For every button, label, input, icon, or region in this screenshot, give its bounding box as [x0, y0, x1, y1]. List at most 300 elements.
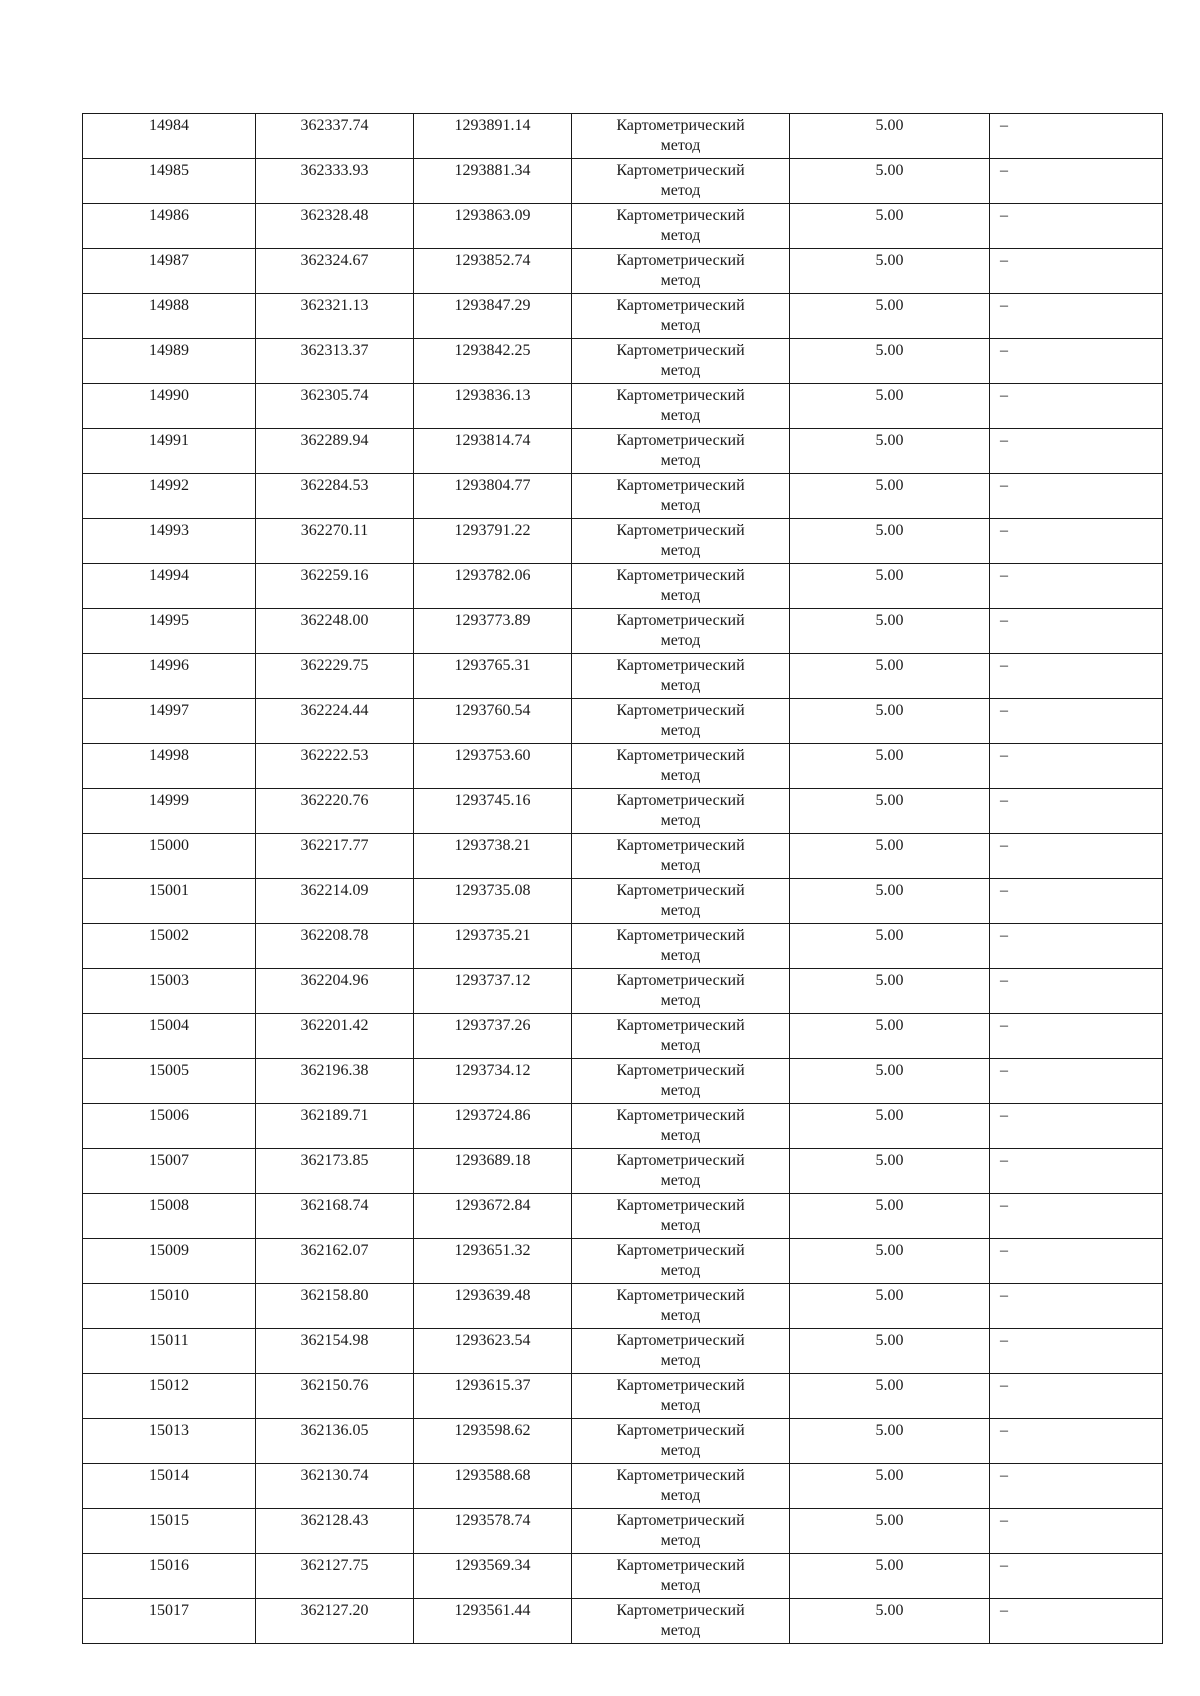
point-number-cell: 14993	[83, 519, 256, 564]
point-number-cell: 15005	[83, 1059, 256, 1104]
note-cell: –	[990, 1509, 1163, 1554]
table-row	[83, 1149, 1163, 1194]
method-line-2: метод	[660, 1217, 701, 1234]
table-row	[83, 1509, 1163, 1554]
point-number-cell: 14989	[83, 339, 256, 384]
accuracy-cell: 5.00	[790, 1104, 990, 1149]
x-coordinate-cell: 362201.42	[256, 1014, 414, 1059]
table-row	[83, 609, 1163, 654]
note-cell: –	[990, 924, 1163, 969]
x-coordinate-cell: 362270.11	[256, 519, 414, 564]
method-line-1: Картометрический	[616, 297, 745, 314]
y-coordinate-cell: 1293891.14	[414, 114, 572, 159]
x-coordinate-cell: 362313.37	[256, 339, 414, 384]
note-cell: –	[990, 1059, 1163, 1104]
accuracy-cell: 5.00	[790, 969, 990, 1014]
accuracy-cell: 5.00	[790, 519, 990, 564]
note-cell: –	[990, 1464, 1163, 1509]
point-number-cell: 14991	[83, 429, 256, 474]
method-cell	[572, 924, 790, 969]
x-coordinate-cell: 362154.98	[256, 1329, 414, 1374]
x-coordinate-cell: 362289.94	[256, 429, 414, 474]
accuracy-cell: 5.00	[790, 1329, 990, 1374]
table-row	[83, 744, 1163, 789]
method-cell	[572, 609, 790, 654]
method-line-2: метод	[660, 1082, 701, 1099]
table-row	[83, 1059, 1163, 1104]
method-line-2: метод	[660, 362, 701, 379]
y-coordinate-cell: 1293735.08	[414, 879, 572, 924]
x-coordinate-cell: 362127.20	[256, 1599, 414, 1644]
method-line-2: метод	[660, 587, 701, 604]
method-line-1: Картометрический	[616, 1512, 745, 1529]
method-line-1: Картометрический	[616, 1287, 745, 1304]
x-coordinate-cell: 362189.71	[256, 1104, 414, 1149]
y-coordinate-cell: 1293847.29	[414, 294, 572, 339]
table-row	[83, 1374, 1163, 1419]
y-coordinate-cell: 1293760.54	[414, 699, 572, 744]
table-row	[83, 159, 1163, 204]
x-coordinate-cell: 362208.78	[256, 924, 414, 969]
point-number-cell: 14995	[83, 609, 256, 654]
accuracy-cell: 5.00	[790, 159, 990, 204]
method-cell	[572, 519, 790, 564]
point-number-cell: 15012	[83, 1374, 256, 1419]
method-line-2: метод	[660, 1172, 701, 1189]
method-line-2: метод	[660, 452, 701, 469]
method-cell	[572, 294, 790, 339]
accuracy-cell: 5.00	[790, 699, 990, 744]
y-coordinate-cell: 1293724.86	[414, 1104, 572, 1149]
coordinates-table	[82, 113, 1163, 1644]
x-coordinate-cell: 362222.53	[256, 744, 414, 789]
x-coordinate-cell: 362217.77	[256, 834, 414, 879]
table-row	[83, 1554, 1163, 1599]
x-coordinate-cell: 362220.76	[256, 789, 414, 834]
note-cell: –	[990, 834, 1163, 879]
method-cell	[572, 474, 790, 519]
method-line-2: метод	[660, 182, 701, 199]
method-cell	[572, 1329, 790, 1374]
method-line-1: Картометрический	[616, 1332, 745, 1349]
method-line-2: метод	[660, 1352, 701, 1369]
note-cell: –	[990, 1374, 1163, 1419]
table-row	[83, 699, 1163, 744]
method-line-1: Картометрический	[616, 387, 745, 404]
table-row	[83, 1329, 1163, 1374]
point-number-cell: 15014	[83, 1464, 256, 1509]
method-line-2: метод	[660, 227, 701, 244]
method-line-1: Картометрический	[616, 1107, 745, 1124]
method-line-1: Картометрический	[616, 657, 745, 674]
x-coordinate-cell: 362229.75	[256, 654, 414, 699]
method-line-1: Картометрический	[616, 972, 745, 989]
method-cell	[572, 744, 790, 789]
point-number-cell: 14987	[83, 249, 256, 294]
table-row	[83, 429, 1163, 474]
x-coordinate-cell: 362196.38	[256, 1059, 414, 1104]
method-line-1: Картометрический	[616, 1377, 745, 1394]
method-line-1: Картометрический	[616, 612, 745, 629]
note-cell: –	[990, 159, 1163, 204]
table-row	[83, 384, 1163, 429]
method-line-1: Картометрический	[616, 1197, 745, 1214]
point-number-cell: 14994	[83, 564, 256, 609]
method-cell	[572, 879, 790, 924]
x-coordinate-cell: 362284.53	[256, 474, 414, 519]
method-line-2: метод	[660, 1487, 701, 1504]
table-row	[83, 474, 1163, 519]
y-coordinate-cell: 1293569.34	[414, 1554, 572, 1599]
method-line-1: Картометрический	[616, 1422, 745, 1439]
note-cell: –	[990, 609, 1163, 654]
method-cell	[572, 1509, 790, 1554]
note-cell: –	[990, 1014, 1163, 1059]
point-number-cell: 14984	[83, 114, 256, 159]
method-line-2: метод	[660, 1622, 701, 1639]
accuracy-cell: 5.00	[790, 1464, 990, 1509]
method-cell	[572, 789, 790, 834]
method-cell	[572, 249, 790, 294]
method-line-2: метод	[660, 722, 701, 739]
method-line-1: Картометрический	[616, 1017, 745, 1034]
y-coordinate-cell: 1293881.34	[414, 159, 572, 204]
table-row	[83, 1284, 1163, 1329]
accuracy-cell: 5.00	[790, 1419, 990, 1464]
y-coordinate-cell: 1293836.13	[414, 384, 572, 429]
note-cell: –	[990, 1329, 1163, 1374]
method-cell	[572, 1014, 790, 1059]
x-coordinate-cell: 362128.43	[256, 1509, 414, 1554]
y-coordinate-cell: 1293651.32	[414, 1239, 572, 1284]
y-coordinate-cell: 1293737.12	[414, 969, 572, 1014]
point-number-cell: 15003	[83, 969, 256, 1014]
note-cell: –	[990, 114, 1163, 159]
accuracy-cell: 5.00	[790, 114, 990, 159]
y-coordinate-cell: 1293561.44	[414, 1599, 572, 1644]
note-cell: –	[990, 519, 1163, 564]
x-coordinate-cell: 362305.74	[256, 384, 414, 429]
y-coordinate-cell: 1293588.68	[414, 1464, 572, 1509]
method-cell	[572, 1059, 790, 1104]
y-coordinate-cell: 1293623.54	[414, 1329, 572, 1374]
accuracy-cell: 5.00	[790, 924, 990, 969]
table-row	[83, 294, 1163, 339]
y-coordinate-cell: 1293598.62	[414, 1419, 572, 1464]
accuracy-cell: 5.00	[790, 1374, 990, 1419]
method-line-1: Картометрический	[616, 117, 745, 134]
y-coordinate-cell: 1293814.74	[414, 429, 572, 474]
y-coordinate-cell: 1293773.89	[414, 609, 572, 654]
accuracy-cell: 5.00	[790, 1509, 990, 1554]
y-coordinate-cell: 1293578.74	[414, 1509, 572, 1554]
point-number-cell: 15017	[83, 1599, 256, 1644]
method-line-2: метод	[660, 992, 701, 1009]
accuracy-cell: 5.00	[790, 834, 990, 879]
y-coordinate-cell: 1293863.09	[414, 204, 572, 249]
method-line-1: Картометрический	[616, 567, 745, 584]
y-coordinate-cell: 1293639.48	[414, 1284, 572, 1329]
method-cell	[572, 834, 790, 879]
method-line-2: метод	[660, 1127, 701, 1144]
method-line-1: Картометрический	[616, 477, 745, 494]
accuracy-cell: 5.00	[790, 744, 990, 789]
point-number-cell: 15002	[83, 924, 256, 969]
x-coordinate-cell: 362328.48	[256, 204, 414, 249]
method-line-2: метод	[660, 1307, 701, 1324]
note-cell: –	[990, 564, 1163, 609]
point-number-cell: 15016	[83, 1554, 256, 1599]
accuracy-cell: 5.00	[790, 1194, 990, 1239]
x-coordinate-cell: 362204.96	[256, 969, 414, 1014]
method-line-1: Картометрический	[616, 792, 745, 809]
method-cell	[572, 1104, 790, 1149]
point-number-cell: 15013	[83, 1419, 256, 1464]
method-cell	[572, 699, 790, 744]
note-cell: –	[990, 204, 1163, 249]
x-coordinate-cell: 362214.09	[256, 879, 414, 924]
method-line-1: Картометрический	[616, 162, 745, 179]
method-cell	[572, 1419, 790, 1464]
y-coordinate-cell: 1293804.77	[414, 474, 572, 519]
accuracy-cell: 5.00	[790, 1284, 990, 1329]
x-coordinate-cell: 362158.80	[256, 1284, 414, 1329]
point-number-cell: 15011	[83, 1329, 256, 1374]
x-coordinate-cell: 362130.74	[256, 1464, 414, 1509]
method-line-2: метод	[660, 272, 701, 289]
x-coordinate-cell: 362127.75	[256, 1554, 414, 1599]
x-coordinate-cell: 362333.93	[256, 159, 414, 204]
note-cell: –	[990, 429, 1163, 474]
accuracy-cell: 5.00	[790, 294, 990, 339]
method-line-1: Картометрический	[616, 1152, 745, 1169]
method-line-2: метод	[660, 947, 701, 964]
point-number-cell: 15000	[83, 834, 256, 879]
y-coordinate-cell: 1293765.31	[414, 654, 572, 699]
x-coordinate-cell: 362248.00	[256, 609, 414, 654]
y-coordinate-cell: 1293753.60	[414, 744, 572, 789]
method-line-2: метод	[660, 812, 701, 829]
x-coordinate-cell: 362224.44	[256, 699, 414, 744]
method-line-2: метод	[660, 902, 701, 919]
table-row	[83, 969, 1163, 1014]
note-cell: –	[990, 1599, 1163, 1644]
accuracy-cell: 5.00	[790, 789, 990, 834]
table-row	[83, 834, 1163, 879]
method-cell	[572, 159, 790, 204]
point-number-cell: 15010	[83, 1284, 256, 1329]
method-line-2: метод	[660, 677, 701, 694]
method-cell	[572, 969, 790, 1014]
y-coordinate-cell: 1293689.18	[414, 1149, 572, 1194]
point-number-cell: 14999	[83, 789, 256, 834]
method-cell	[572, 114, 790, 159]
method-line-1: Картометрический	[616, 747, 745, 764]
x-coordinate-cell: 362136.05	[256, 1419, 414, 1464]
method-line-2: метод	[660, 407, 701, 424]
note-cell: –	[990, 789, 1163, 834]
method-line-2: метод	[660, 632, 701, 649]
method-cell	[572, 384, 790, 429]
accuracy-cell: 5.00	[790, 609, 990, 654]
method-line-1: Картометрический	[616, 1557, 745, 1574]
note-cell: –	[990, 744, 1163, 789]
point-number-cell: 15006	[83, 1104, 256, 1149]
method-cell	[572, 1284, 790, 1329]
note-cell: –	[990, 654, 1163, 699]
accuracy-cell: 5.00	[790, 1239, 990, 1284]
point-number-cell: 14985	[83, 159, 256, 204]
method-cell	[572, 1194, 790, 1239]
table-row	[83, 924, 1163, 969]
table-row	[83, 204, 1163, 249]
accuracy-cell: 5.00	[790, 474, 990, 519]
table-row	[83, 519, 1163, 564]
y-coordinate-cell: 1293791.22	[414, 519, 572, 564]
y-coordinate-cell: 1293782.06	[414, 564, 572, 609]
table-row	[83, 1014, 1163, 1059]
note-cell: –	[990, 879, 1163, 924]
method-line-1: Картометрический	[616, 432, 745, 449]
note-cell: –	[990, 294, 1163, 339]
method-line-1: Картометрический	[616, 927, 745, 944]
note-cell: –	[990, 969, 1163, 1014]
method-line-2: метод	[660, 1532, 701, 1549]
method-line-2: метод	[660, 1262, 701, 1279]
y-coordinate-cell: 1293852.74	[414, 249, 572, 294]
x-coordinate-cell: 362173.85	[256, 1149, 414, 1194]
x-coordinate-cell: 362337.74	[256, 114, 414, 159]
method-line-2: метод	[660, 1037, 701, 1054]
method-line-2: метод	[660, 317, 701, 334]
y-coordinate-cell: 1293738.21	[414, 834, 572, 879]
method-cell	[572, 1239, 790, 1284]
method-line-2: метод	[660, 497, 701, 514]
point-number-cell: 14997	[83, 699, 256, 744]
method-line-1: Картометрический	[616, 882, 745, 899]
method-line-1: Картометрический	[616, 1467, 745, 1484]
note-cell: –	[990, 249, 1163, 294]
note-cell: –	[990, 1554, 1163, 1599]
method-cell	[572, 1599, 790, 1644]
method-line-2: метод	[660, 1397, 701, 1414]
point-number-cell: 14990	[83, 384, 256, 429]
method-cell	[572, 1554, 790, 1599]
point-number-cell: 15004	[83, 1014, 256, 1059]
method-cell	[572, 1149, 790, 1194]
table-row	[83, 654, 1163, 699]
table-row	[83, 1599, 1163, 1644]
method-cell	[572, 654, 790, 699]
accuracy-cell: 5.00	[790, 384, 990, 429]
method-cell	[572, 1374, 790, 1419]
method-line-1: Картометрический	[616, 1242, 745, 1259]
point-number-cell: 14988	[83, 294, 256, 339]
y-coordinate-cell: 1293842.25	[414, 339, 572, 384]
method-cell	[572, 339, 790, 384]
method-line-1: Картометрический	[616, 702, 745, 719]
accuracy-cell: 5.00	[790, 654, 990, 699]
note-cell: –	[990, 1284, 1163, 1329]
point-number-cell: 15007	[83, 1149, 256, 1194]
table-row	[83, 1104, 1163, 1149]
accuracy-cell: 5.00	[790, 204, 990, 249]
table-row	[83, 1239, 1163, 1284]
note-cell: –	[990, 1149, 1163, 1194]
accuracy-cell: 5.00	[790, 429, 990, 474]
accuracy-cell: 5.00	[790, 249, 990, 294]
point-number-cell: 14992	[83, 474, 256, 519]
note-cell: –	[990, 384, 1163, 429]
method-cell	[572, 564, 790, 609]
method-cell	[572, 429, 790, 474]
note-cell: –	[990, 699, 1163, 744]
table-row	[83, 564, 1163, 609]
method-line-2: метод	[660, 542, 701, 559]
point-number-cell: 14996	[83, 654, 256, 699]
table-row	[83, 339, 1163, 384]
method-line-1: Картометрический	[616, 522, 745, 539]
y-coordinate-cell: 1293734.12	[414, 1059, 572, 1104]
y-coordinate-cell: 1293615.37	[414, 1374, 572, 1419]
method-line-1: Картометрический	[616, 1062, 745, 1079]
method-cell	[572, 204, 790, 249]
point-number-cell: 15001	[83, 879, 256, 924]
coordinates-table-body	[83, 114, 1163, 1644]
note-cell: –	[990, 1194, 1163, 1239]
method-line-2: метод	[660, 767, 701, 784]
accuracy-cell: 5.00	[790, 1599, 990, 1644]
table-row	[83, 114, 1163, 159]
table-row	[83, 249, 1163, 294]
note-cell: –	[990, 1419, 1163, 1464]
table-row	[83, 1464, 1163, 1509]
table-row	[83, 789, 1163, 834]
point-number-cell: 15008	[83, 1194, 256, 1239]
accuracy-cell: 5.00	[790, 564, 990, 609]
y-coordinate-cell: 1293735.21	[414, 924, 572, 969]
table-row	[83, 1419, 1163, 1464]
y-coordinate-cell: 1293672.84	[414, 1194, 572, 1239]
x-coordinate-cell: 362259.16	[256, 564, 414, 609]
x-coordinate-cell: 362168.74	[256, 1194, 414, 1239]
method-line-1: Картометрический	[616, 252, 745, 269]
y-coordinate-cell: 1293745.16	[414, 789, 572, 834]
accuracy-cell: 5.00	[790, 339, 990, 384]
method-line-2: метод	[660, 857, 701, 874]
note-cell: –	[990, 339, 1163, 384]
accuracy-cell: 5.00	[790, 879, 990, 924]
x-coordinate-cell: 362324.67	[256, 249, 414, 294]
note-cell: –	[990, 1239, 1163, 1284]
y-coordinate-cell: 1293737.26	[414, 1014, 572, 1059]
method-line-2: метод	[660, 1577, 701, 1594]
method-line-2: метод	[660, 137, 701, 154]
method-line-2: метод	[660, 1442, 701, 1459]
method-line-1: Картометрический	[616, 1602, 745, 1619]
table-row	[83, 1194, 1163, 1239]
method-line-1: Картометрический	[616, 342, 745, 359]
note-cell: –	[990, 1104, 1163, 1149]
accuracy-cell: 5.00	[790, 1059, 990, 1104]
method-line-1: Картометрический	[616, 207, 745, 224]
table-row	[83, 879, 1163, 924]
point-number-cell: 15009	[83, 1239, 256, 1284]
accuracy-cell: 5.00	[790, 1149, 990, 1194]
x-coordinate-cell: 362150.76	[256, 1374, 414, 1419]
method-line-1: Картометрический	[616, 837, 745, 854]
point-number-cell: 14998	[83, 744, 256, 789]
